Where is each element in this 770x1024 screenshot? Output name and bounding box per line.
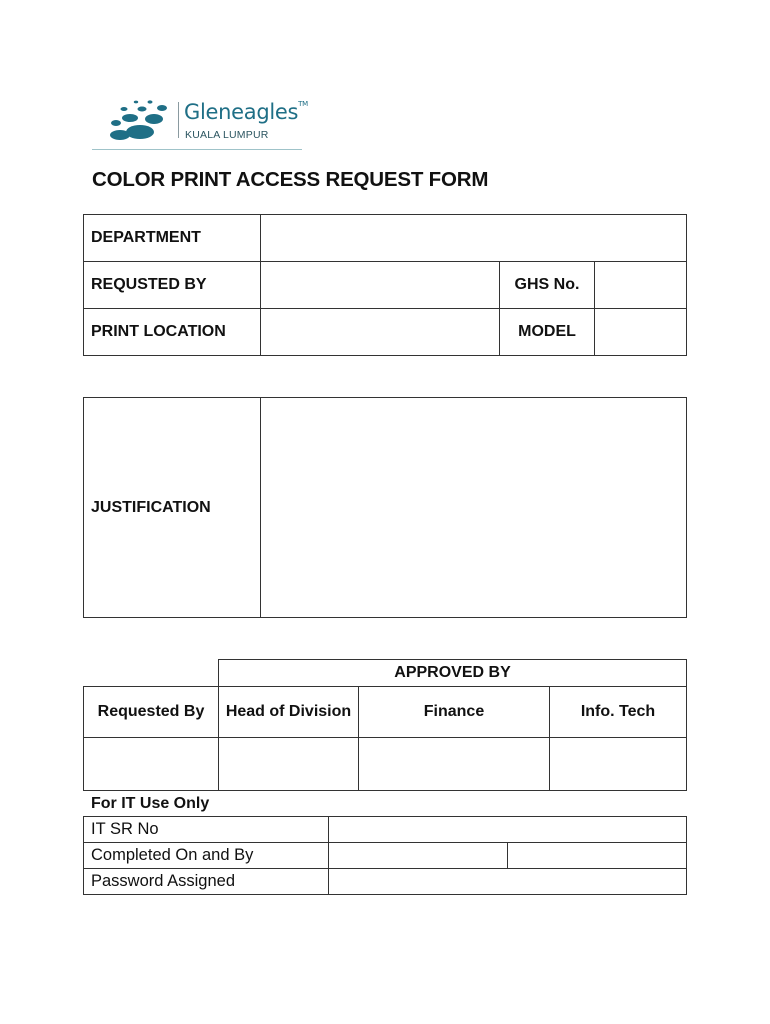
ghs-no-label: GHS No. xyxy=(499,261,595,309)
print-location-field[interactable] xyxy=(260,308,500,356)
justification-field[interactable] xyxy=(260,397,687,618)
department-field[interactable] xyxy=(260,214,687,262)
completed-on-field[interactable] xyxy=(328,842,508,869)
info-tech-signature[interactable] xyxy=(549,737,687,791)
requested-by-header: Requested By xyxy=(83,686,219,738)
approved-by-header: APPROVED BY xyxy=(218,659,687,687)
info-tech-header: Info. Tech xyxy=(549,686,687,738)
requested-by-signature[interactable] xyxy=(83,737,219,791)
password-assigned-label: Password Assigned xyxy=(83,868,329,895)
logo-mark-icon xyxy=(92,96,182,144)
logo-subtitle: KUALA LUMPUR xyxy=(185,129,269,141)
completed-by-field[interactable] xyxy=(507,842,687,869)
completed-on-by-label: Completed On and By xyxy=(83,842,329,869)
model-label: MODEL xyxy=(499,308,595,356)
department-label: DEPARTMENT xyxy=(83,214,261,262)
it-sr-no-field[interactable] xyxy=(328,816,687,843)
trademark: TM xyxy=(298,100,308,108)
it-sr-no-label: IT SR No xyxy=(83,816,329,843)
gleneagles-logo xyxy=(92,96,308,152)
requested-by-label: REQUSTED BY xyxy=(83,261,261,309)
finance-signature[interactable] xyxy=(358,737,550,791)
logo-name: Gleneagles™ xyxy=(184,100,308,124)
form-title: COLOR PRINT ACCESS REQUEST FORM xyxy=(92,168,489,191)
password-assigned-field[interactable] xyxy=(328,868,687,895)
logo-rule xyxy=(92,149,302,150)
justification-label: JUSTIFICATION xyxy=(83,397,261,618)
ghs-no-field[interactable] xyxy=(594,261,687,309)
head-of-division-header: Head of Division xyxy=(218,686,359,738)
requested-by-field[interactable] xyxy=(260,261,500,309)
it-section-title: For IT Use Only xyxy=(91,795,210,812)
logo-separator xyxy=(178,102,179,138)
head-of-division-signature[interactable] xyxy=(218,737,359,791)
print-location-label: PRINT LOCATION xyxy=(83,308,261,356)
model-field[interactable] xyxy=(594,308,687,356)
finance-header: Finance xyxy=(358,686,550,738)
